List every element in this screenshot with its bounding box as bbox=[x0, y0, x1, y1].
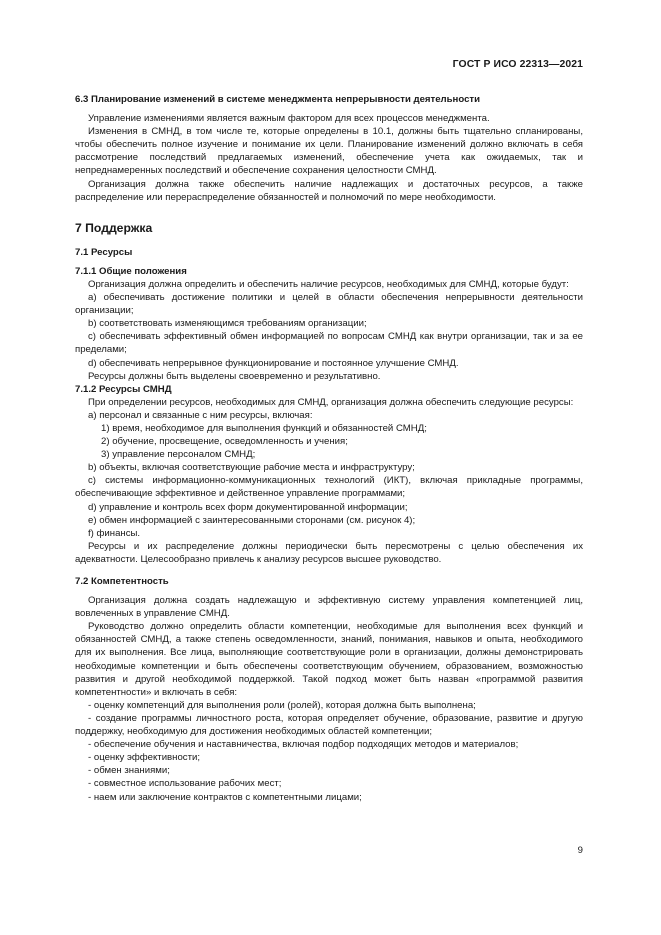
list-item: b) соответствовать изменяющимся требованиям организации; bbox=[88, 318, 367, 330]
section-7-1-1-intro: Организация должна определить и обеспечить наличие ресурсов, необходимых для СМНД, которые будут: bbox=[88, 278, 569, 290]
section-7-1-2-title: 7.1.2 Ресурсы СМНД bbox=[75, 383, 172, 395]
list-item: e) обмен информацией с заинтересованными сторонами (см. рисунок 4); bbox=[88, 514, 416, 526]
list-item: d) управление и контроль всех форм документированной информации; bbox=[88, 501, 408, 513]
page-number: 9 bbox=[577, 845, 583, 856]
page-content bbox=[75, 93, 583, 804]
bullet-item: - обеспечение обучения и наставничества, включая подбор подходящих методов и материалов; bbox=[88, 739, 519, 751]
section-6-3-paragraph-1: Управление изменениями является важным фактором для всех процессов менеджмента. bbox=[88, 113, 490, 125]
list-item: a) обеспечивать достижение политики и целей в области обеспечения непрерывности деятельности организации; bbox=[75, 292, 583, 317]
list-item: d) обеспечивать непрерывное функционирование и постоянное улучшение СМНД. bbox=[88, 357, 459, 369]
section-7-2-paragraph-1: Организация должна создать надлежащую и эффективную систему управления компетенцией лиц, вовлеченных в управление СМНД. bbox=[75, 595, 583, 620]
section-7-1-1-outro: Ресурсы должны быть выделены своевременно и результативно. bbox=[88, 370, 381, 382]
section-7-1-2-outro: Ресурсы и их распределение должны периодически быть пересмотрены с целью обеспечения их адекватности. Целесообразно привлечь к анализу ресурсов высшее руководство. bbox=[75, 540, 583, 565]
bullet-item: - обмен знаниями; bbox=[88, 765, 170, 777]
sub-list-item: 2) обучение, просвещение, осведомленность и учения; bbox=[101, 436, 348, 448]
section-7-1-1-title: 7.1.1 Общие положения bbox=[75, 265, 187, 277]
list-item: c) системы информационно-коммуникационных технологий (ИКТ), включая прикладные программы, обеспечивающие эффективное и действенное управление программами; bbox=[75, 475, 583, 500]
section-6-3-paragraph-2: Изменения в СМНД, в том числе те, которые определены в 10.1, должны быть тщательно спланированы, чтобы обеспечить полное изучение и понимание их цели. Планирование изменений должно включать в себя рассмотрение последствий предлагаемых изменений, обеспечение учета как ожидаемых, так и непреднамеренных последствий и обеспечение сохранения целостности СМНД. bbox=[75, 126, 583, 177]
section-6-3-paragraph-3: Организация должна также обеспечить наличие надлежащих и достаточных ресурсов, а также распределение или перераспределение обязанностей и полномочий по мере необходимости. bbox=[75, 178, 583, 203]
bullet-item: - создание программы личностного роста, которая определяет обучение, образование, развитие и другую поддержку, необходимую для достижения необходимых областей компетенции; bbox=[75, 712, 583, 738]
sub-list-item: 3) управление персоналом СМНД; bbox=[101, 449, 256, 461]
list-item: c) обеспечивать эффективный обмен информацией по вопросам СМНД как внутри организации, так и за ее пределами; bbox=[75, 331, 583, 356]
bullet-item: - оценку эффективности; bbox=[88, 752, 201, 764]
bullet-item: - наем или заключение контрактов с компетентными лицами; bbox=[88, 791, 362, 803]
section-7-1-2-intro: При определении ресурсов, необходимых для СМНД, организация должна обеспечить следующие ресурсы: bbox=[88, 396, 574, 408]
section-7-2-title: 7.2 Компетентность bbox=[75, 576, 169, 587]
list-item: a) персонал и связанные с ним ресурсы, включая: bbox=[88, 409, 313, 421]
section-7-2-paragraph-2: Руководство должно определить области компетенции, необходимые для выполнения всех функций и обязанностей СМНД, а также степень осведомленности, знаний, понимания, навыков и опыта, необходимого для их выполнения. Все лица, выполняющие соответствующие роли в организации, должны демонстрировать необходимые компетенции и быть обеспечены соответствующим обучением, образованием, возможностью развития и другой необходимой поддержкой. Такой подход может быть назван «программой развития компетентности» и включать в себя: bbox=[75, 621, 583, 698]
list-item: f) финансы. bbox=[88, 527, 141, 539]
section-6-3-title: 6.3 Планирование изменений в системе менеджмента непрерывности деятельности bbox=[75, 94, 481, 105]
bullet-item: - оценку компетенций для выполнения роли (ролей), которая должна быть выполнена; bbox=[88, 699, 476, 711]
section-7-title: 7 Поддержка bbox=[75, 220, 153, 235]
bullet-item: - совместное использование рабочих мест; bbox=[88, 778, 282, 790]
document-code: ГОСТ Р ИСО 22313—2021 bbox=[452, 59, 583, 70]
sub-list-item: 1) время, необходимое для выполнения функций и обязанностей СМНД; bbox=[101, 422, 427, 434]
section-7-1-title: 7.1 Ресурсы bbox=[75, 246, 133, 258]
list-item: b) объекты, включая соответствующие рабочие места и инфраструктуру; bbox=[88, 462, 415, 474]
